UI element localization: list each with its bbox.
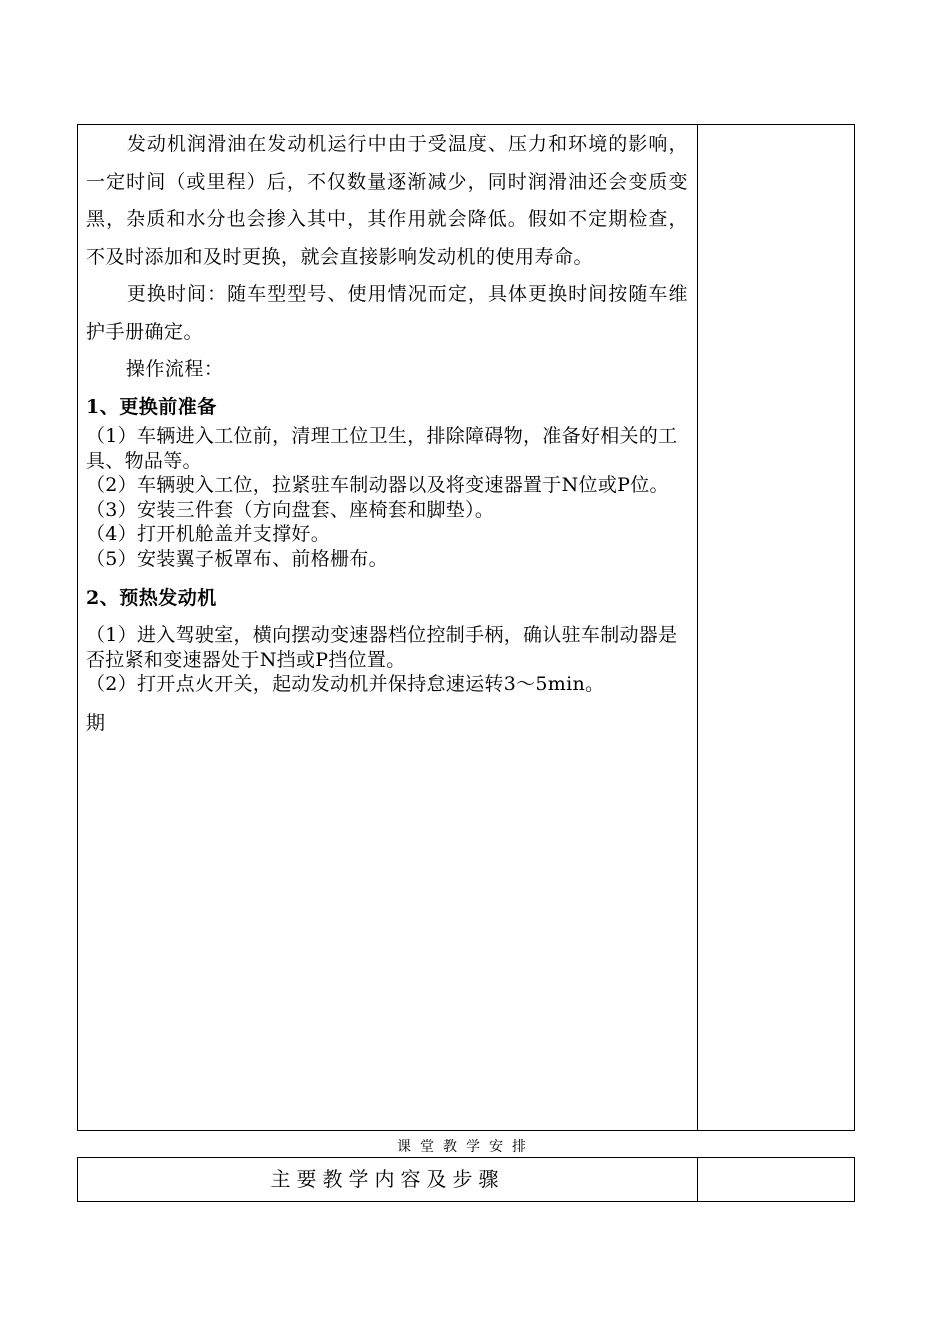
replacement-time-paragraph: 更换时间：随车型型号、使用情况而定，具体更换时间按随车维护手册确定。 [86,283,688,343]
list-item: （5）安装翼子板罩布、前格栅布。 [86,547,388,570]
list-item: （2）打开点火开关，起动发动机并保持怠速运转3～5min。 [86,673,605,695]
table-header-label: 主要教学内容及步骤 [270,1167,505,1191]
spacer [86,615,688,623]
section-heading-warmup: 2、预热发动机 [86,587,217,609]
spacer [86,571,688,579]
process-label: 操作流程： [125,358,224,380]
intro-paragraph: 发动机润滑油在发动机运行中由于受温度、压力和环境的影响，一定时间（或里程）后，不仅数量逐渐减少，同时润滑油还会变质变黑，杂质和水分也会掺入其中，其作用就会降低。假如不定期检查，不及时添加和及时更换，就会直接影响发动机的使用寿命。 [86,133,688,268]
list-item: （4）打开机舱盖并支撑好。 [86,523,330,545]
header-column-divider [697,1157,698,1202]
section-heading-preparation: 1、更换前准备 [86,396,217,418]
list-item: （1）车辆进入工位前，清理工位卫生，排除障碍物，准备好相关的工具、物品等。 [86,425,678,472]
list-item: （3）安装三件套（方向盘套、座椅套和脚垫）。 [86,498,495,521]
list-item: （2）车辆驶入工位，拉紧驻车制动器以及将变速器置于N位或P位。 [86,474,669,496]
tail-text: 期 [86,711,106,734]
list-item: （1）进入驾驶室，横向摆动变速器档位控制手柄，确认驻车制动器是否拉紧和变速器处于N挡或P挡位置。 [86,624,678,671]
section-title: 课堂教学安排 [397,1139,535,1155]
content-cell [86,126,688,735]
table-column-divider [697,124,698,1131]
